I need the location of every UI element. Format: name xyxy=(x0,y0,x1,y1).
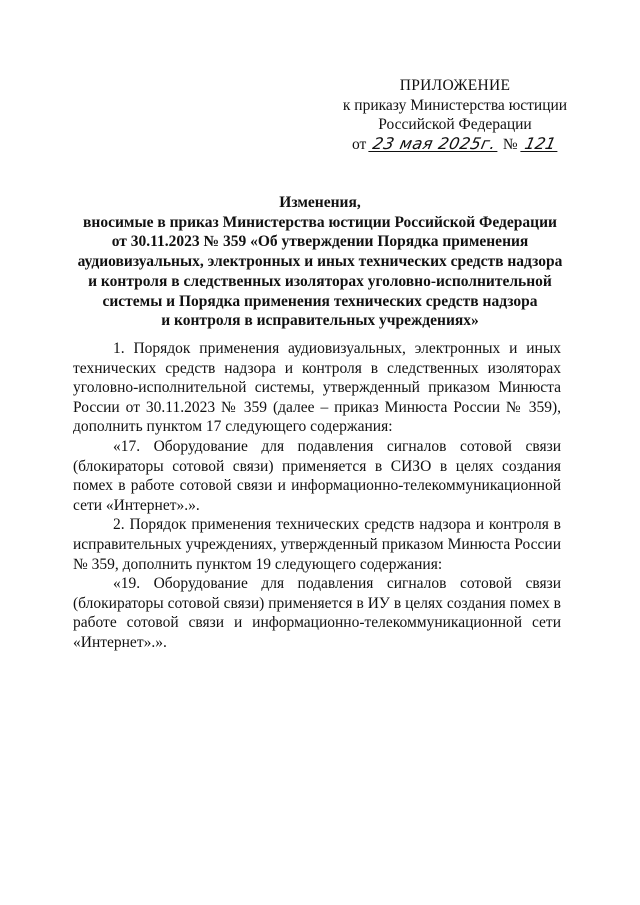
appendix-order-line: к приказу Министерства юстиции xyxy=(342,96,568,114)
paragraph-4: «19. Оборудование для подавления сигналов сотовой связи (блокираторы сотовой связи) применяется в ИУ в целях создания помех в работе сотовой связи и информационно-телекоммуникационной сети «Интернет».». xyxy=(73,575,561,651)
heading-line-1: Изменения, xyxy=(279,194,361,211)
heading-line-6: системы и Порядка применения технических средств надзора xyxy=(102,292,538,310)
appendix-date-line xyxy=(330,135,580,155)
handwritten-date: 23 мая 2025г. xyxy=(369,136,501,152)
heading-line-3: от 30.11.2023 № 359 «Об утверждении Порядка применения xyxy=(111,233,529,251)
document-body xyxy=(73,339,561,653)
appendix-federation-line: Российской Федерации xyxy=(378,116,532,133)
handwritten-number: 121 xyxy=(520,136,560,152)
appendix-title: ПРИЛОЖЕНИЕ xyxy=(399,77,511,94)
paragraph-1: 1. Порядок применения аудиовизуальных, электронных и иных технических средств надзора и контроля в следственных изоляторах уголовно-исполнительной системы, утвержденный приказом Минюста России от 30.11.2023 № 359 (далее – приказ Минюста России № 359), дополнить пунктом 17 следующего содержания: xyxy=(73,340,561,436)
heading-line-7: и контроля в исправительных учреждениях» xyxy=(161,312,479,330)
appendix-block xyxy=(330,76,580,154)
date-prefix: от xyxy=(352,135,367,153)
number-prefix: № xyxy=(502,135,518,153)
heading-line-4: аудиовизуальных, электронных и иных технических средств надзора xyxy=(77,253,563,271)
paragraph-3: 2. Порядок применения технических средств надзора и контроля в исправительных учреждениях, утвержденный приказом Минюста России № 359, дополнить пунктом 19 следующего содержания: xyxy=(73,516,561,573)
heading-line-2: вносимые в приказ Министерства юстиции Российской Федерации xyxy=(83,213,557,231)
document-heading xyxy=(60,193,580,331)
paragraph-2: «17. Оборудование для подавления сигналов сотовой связи (блокираторы сотовой связи) применяется в СИЗО в целях создания помех в работе сотовой связи и информационно-телекоммуникационной сети «Интернет».». xyxy=(73,437,561,514)
heading-line-5: и контроля в следственных изоляторах уголовно-исполнительной xyxy=(88,272,552,290)
